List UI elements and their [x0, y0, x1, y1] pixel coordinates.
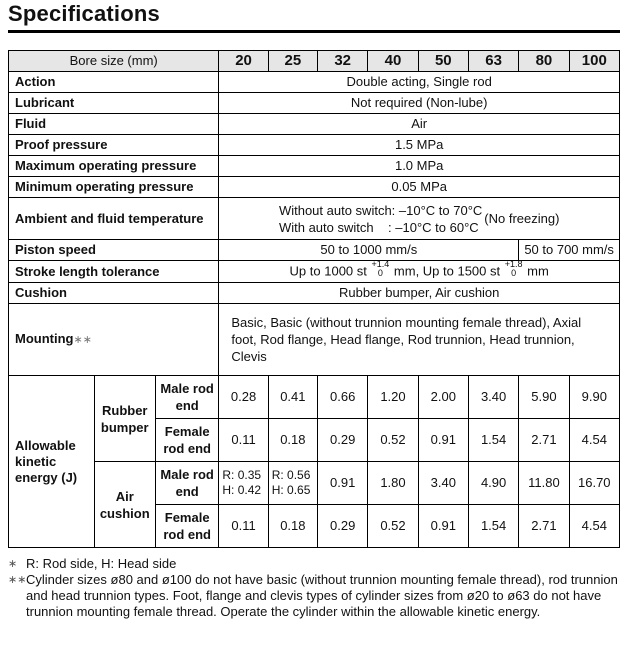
air-male-20-head: H: 0.42	[222, 483, 262, 497]
rubber-male-25: 0.41	[268, 376, 317, 419]
tolerance-upper-1: +1.4	[371, 258, 390, 269]
air-male-63: 4.90	[468, 462, 518, 505]
air-male-100: 16.70	[569, 462, 619, 505]
air-male-40: 1.80	[368, 462, 418, 505]
cushion-label: Cushion	[9, 283, 219, 304]
piston-speed-row	[9, 240, 620, 261]
rubber-male-63: 3.40	[468, 376, 518, 419]
min-pressure-row	[9, 177, 620, 198]
lubricant-row	[9, 93, 620, 114]
tolerance-fraction-2	[505, 260, 523, 278]
kinetic-air-male-row	[9, 462, 620, 505]
ambient-label: Ambient and fluid temperature	[9, 198, 219, 240]
kinetic-energy-label: Allowable kinetic energy (J)	[9, 376, 95, 548]
air-male-50: 3.40	[418, 462, 468, 505]
air-female-25: 0.18	[268, 505, 317, 548]
air-cushion-label: Air cushion	[94, 462, 155, 548]
bore-32: 32	[318, 51, 368, 72]
rubber-female-label: Female rod end	[155, 419, 218, 462]
footnote-1-mark: ∗	[8, 558, 18, 570]
bore-100: 100	[569, 51, 619, 72]
rubber-male-40: 1.20	[368, 376, 418, 419]
stroke-part1: Up to 1000 st	[289, 262, 367, 278]
tolerance-fraction-1	[372, 260, 390, 278]
mounting-label-cell	[9, 304, 219, 376]
air-male-25-head: H: 0.65	[271, 483, 311, 497]
air-male-label: Male rod end	[155, 462, 218, 505]
fluid-row	[9, 114, 620, 135]
ambient-suffix: (No freezing)	[484, 210, 560, 226]
tolerance-lower-1: 0	[377, 267, 383, 278]
rubber-male-100: 9.90	[569, 376, 619, 419]
rubber-male-label: Male rod end	[155, 376, 218, 419]
air-female-label: Female rod end	[155, 505, 218, 548]
piston-speed-large: 50 to 700 mm/s	[519, 240, 620, 261]
stroke-part3: mm	[527, 262, 549, 278]
ambient-row	[9, 198, 620, 240]
ambient-line-with-switch: With auto switch : –10°C to 60°C	[278, 219, 479, 235]
min-pressure-label: Minimum operating pressure	[9, 177, 219, 198]
ambient-line-without-switch: Without auto switch: –10°C to 70°C	[278, 202, 483, 218]
rubber-bumper-label: Rubber bumper	[94, 376, 155, 462]
air-female-32: 0.29	[318, 505, 368, 548]
max-pressure-row	[9, 156, 620, 177]
title-underline	[8, 30, 620, 33]
proof-pressure-label: Proof pressure	[9, 135, 219, 156]
rubber-female-50: 0.91	[418, 419, 468, 462]
mounting-row	[9, 304, 620, 376]
cushion-row	[9, 283, 620, 304]
rubber-female-63: 1.54	[468, 419, 518, 462]
rubber-female-100: 4.54	[569, 419, 619, 462]
min-pressure-value: 0.05 MPa	[219, 177, 620, 198]
max-pressure-value: 1.0 MPa	[219, 156, 620, 177]
footnote-2-text: Cylinder sizes ø80 and ø100 do not have basic (without trunnion mounting female thread), rod trunnion and head trunnion types. Foot, flange and clevis types of cylinder sizes from ø20 to ø63 do not have trunnion mounting female thread. Operate the cylinder within the allowable kinetic energy.	[26, 572, 618, 619]
air-female-63: 1.54	[468, 505, 518, 548]
fluid-label: Fluid	[9, 114, 219, 135]
air-male-80: 11.80	[519, 462, 569, 505]
action-label: Action	[9, 72, 219, 93]
bore-20: 20	[219, 51, 268, 72]
fluid-value: Air	[219, 114, 620, 135]
piston-speed-small: 50 to 1000 mm/s	[219, 240, 519, 261]
air-female-40: 0.52	[368, 505, 418, 548]
tolerance-lower-2: 0	[511, 267, 517, 278]
bore-80: 80	[519, 51, 569, 72]
rubber-female-25: 0.18	[268, 419, 317, 462]
rubber-female-80: 2.71	[519, 419, 569, 462]
bore-63: 63	[468, 51, 518, 72]
proof-pressure-row	[9, 135, 620, 156]
bore-25: 25	[268, 51, 317, 72]
footnote-2-mark: ∗∗	[8, 574, 27, 586]
air-female-50: 0.91	[418, 505, 468, 548]
rubber-female-32: 0.29	[318, 419, 368, 462]
lubricant-value: Not required (Non-lube)	[219, 93, 620, 114]
footnotes	[8, 556, 620, 620]
mounting-note-mark: ∗∗	[73, 334, 92, 346]
rubber-male-80: 5.90	[519, 376, 569, 419]
action-value: Double acting, Single rod	[219, 72, 620, 93]
footnote-1	[8, 556, 620, 572]
tolerance-upper-2: +1.8	[504, 258, 523, 269]
air-female-20: 0.11	[219, 505, 268, 548]
footnote-2	[8, 572, 620, 620]
proof-pressure-value: 1.5 MPa	[219, 135, 620, 156]
rubber-female-20: 0.11	[219, 419, 268, 462]
stroke-part2: mm, Up to 1500 st	[393, 262, 501, 278]
mounting-label: Mounting	[15, 331, 74, 346]
air-female-100: 4.54	[569, 505, 619, 548]
air-male-20	[219, 462, 268, 505]
specifications-table	[8, 50, 620, 548]
rubber-male-32: 0.66	[318, 376, 368, 419]
rubber-female-40: 0.52	[368, 419, 418, 462]
air-female-80: 2.71	[519, 505, 569, 548]
air-male-32: 0.91	[318, 462, 368, 505]
stroke-tolerance-label: Stroke length tolerance	[9, 261, 219, 283]
action-row	[9, 72, 620, 93]
kinetic-rubber-male-row	[9, 376, 620, 419]
max-pressure-label: Maximum operating pressure	[9, 156, 219, 177]
air-male-25-rod: R: 0.56	[271, 468, 311, 482]
rubber-male-20: 0.28	[219, 376, 268, 419]
bore-size-row	[9, 51, 620, 72]
air-male-25	[268, 462, 317, 505]
air-male-20-rod: R: 0.35	[222, 468, 262, 482]
page-title: Specifications	[8, 1, 160, 26]
bore-size-label: Bore size (mm)	[9, 51, 219, 72]
rubber-male-50: 2.00	[418, 376, 468, 419]
bore-50: 50	[418, 51, 468, 72]
mounting-value: Basic, Basic (without trunnion mounting female thread), Axial foot, Rod flange, Head flange, Rod trunnion, Head trunnion, Clevis	[219, 304, 620, 376]
stroke-tolerance-row	[9, 261, 620, 283]
footnote-1-text: R: Rod side, H: Head side	[26, 556, 177, 571]
lubricant-label: Lubricant	[9, 93, 219, 114]
ambient-value	[219, 198, 620, 240]
stroke-tolerance-value	[219, 258, 620, 283]
bore-40: 40	[368, 51, 418, 72]
cushion-value: Rubber bumper, Air cushion	[219, 283, 620, 304]
piston-speed-label: Piston speed	[9, 240, 219, 261]
